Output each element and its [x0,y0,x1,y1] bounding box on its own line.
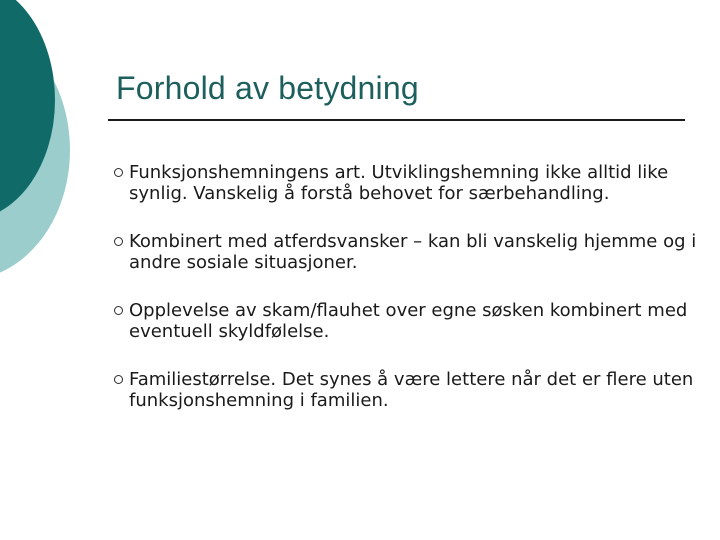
bullet-item [118,162,698,204]
hollow-circle-icon [114,375,123,384]
bullet-text: Familiestørrelse. Det synes å være lettere når det er flere uten funksjonshemning i familien. [129,369,694,411]
hollow-circle-icon [114,237,123,246]
title-underline [108,119,685,121]
bullet-text: Opplevelse av skam/flauhet over egne søsken kombinert med eventuell skyldfølelse. [129,300,688,342]
bullet-text: Funksjonshemningens art. Utviklingshemning ikke alltid like synlig. Vanskelig å forstå behovet for særbehandling. [129,162,669,204]
hollow-circle-icon [114,306,123,315]
bullet-text: Kombinert med atferdsvansker – kan bli vanskelig hjemme og i andre sosiale situasjoner. [129,231,697,273]
bullet-item [118,300,698,342]
slide-title: Forhold av betydning [116,70,419,106]
bullet-item [118,231,698,273]
bullet-item [118,369,698,411]
hollow-circle-icon [114,168,123,177]
bullet-list [118,162,698,411]
